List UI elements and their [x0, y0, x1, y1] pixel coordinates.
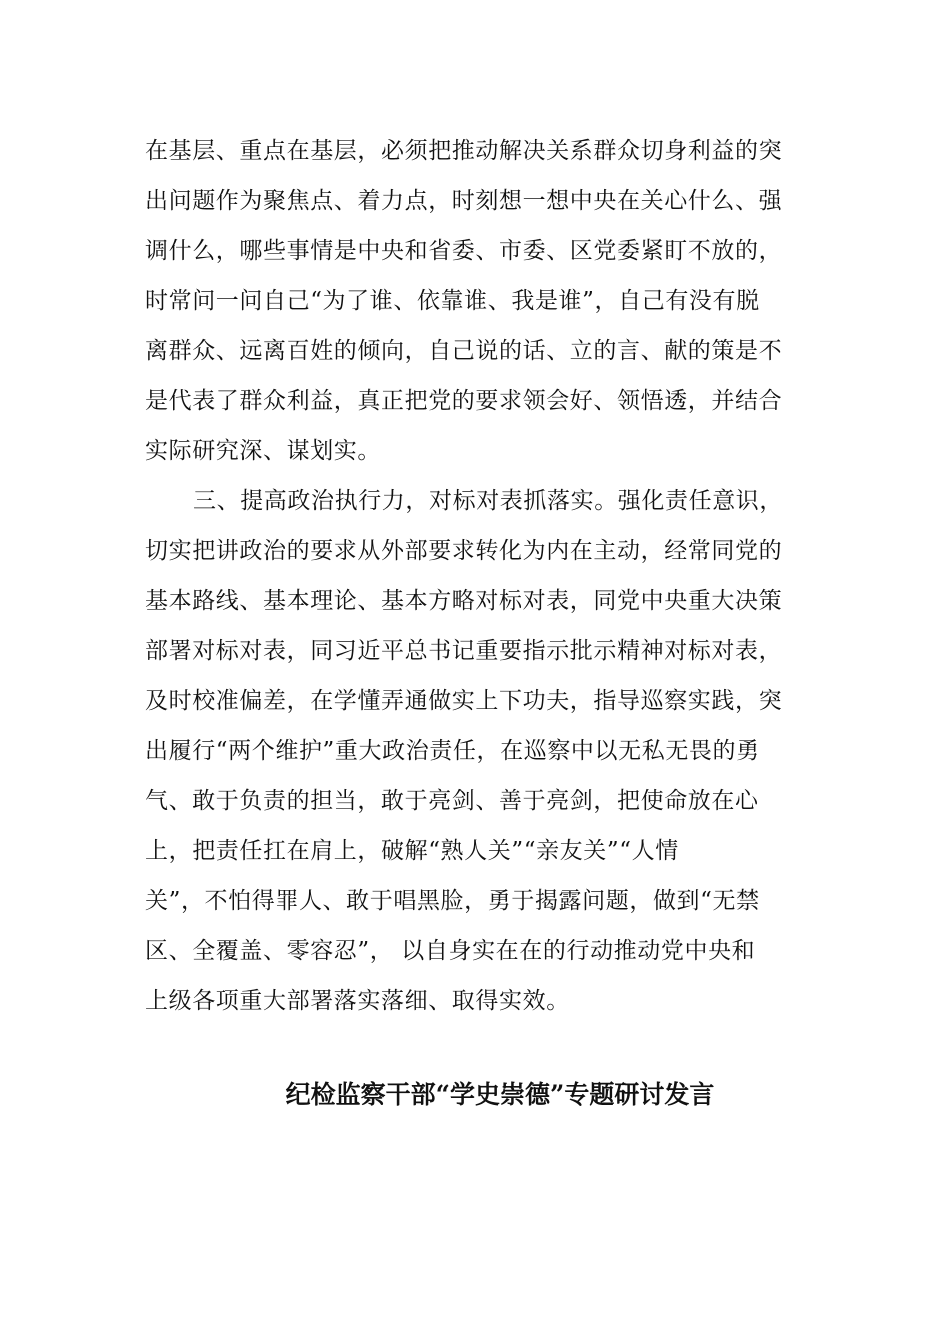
paragraph-line: 部署对标对表，同习近平总书记重要指示批示精神对标对表，: [145, 638, 783, 664]
section-title: 纪检监察干部“学史崇德”专题研讨发言: [285, 1080, 715, 1109]
paragraph-line: 区、全覆盖、零容忍”， 以自身实在在的行动推动党中央和: [145, 938, 756, 964]
paragraph-line: 上，把责任扛在肩上，破解“熟人关”“亲友关”“人情: [145, 838, 679, 864]
paragraph-line: 是代表了群众利益，真正把党的要求领会好、领悟透，并结合: [145, 388, 783, 414]
paragraph-line: 实际研究深、谋划实。: [145, 438, 381, 464]
paragraph-line: 基本路线、基本理论、基本方略对标对表，同党中央重大决策: [145, 588, 783, 614]
paragraph-line: 在基层、重点在基层，必须把推动解决关系群众切身利益的突: [145, 138, 783, 164]
section-heading-line: 三、提高政治执行力，对标对表抓落实。强化责任意识，: [193, 488, 783, 514]
paragraph-line: 关”，不怕得罪人、敢于唱黑脸，勇于揭露问题，做到“无禁: [145, 888, 760, 914]
paragraph-line: 出问题作为聚焦点、着力点，时刻想一想中央在关心什么、强: [145, 188, 783, 214]
paragraph-line: 出履行“两个维护”重大政治责任，在巡察中以无私无畏的勇: [145, 738, 760, 764]
paragraph-line: 上级各项重大部署落实落细、取得实效。: [145, 988, 570, 1014]
paragraph-line: 调什么，哪些事情是中央和省委、市委、区党委紧盯不放的，: [145, 238, 783, 264]
paragraph-line: 离群众、远离百姓的倾向，自己说的话、立的言、献的策是不: [145, 338, 783, 364]
paragraph-line: 及时校准偏差，在学懂弄通做实上下功夫，指导巡察实践，突: [145, 688, 783, 714]
paragraph-line: 时常问一问自己“为了谁、依靠谁、我是谁”，自己有没有脱: [145, 288, 760, 314]
paragraph-line: 切实把讲政治的要求从外部要求转化为内在主动，经常同党的: [145, 538, 783, 564]
paragraph-line: 气、敢于负责的担当，敢于亮剑、善于亮剑，把使命放在心: [145, 788, 759, 814]
